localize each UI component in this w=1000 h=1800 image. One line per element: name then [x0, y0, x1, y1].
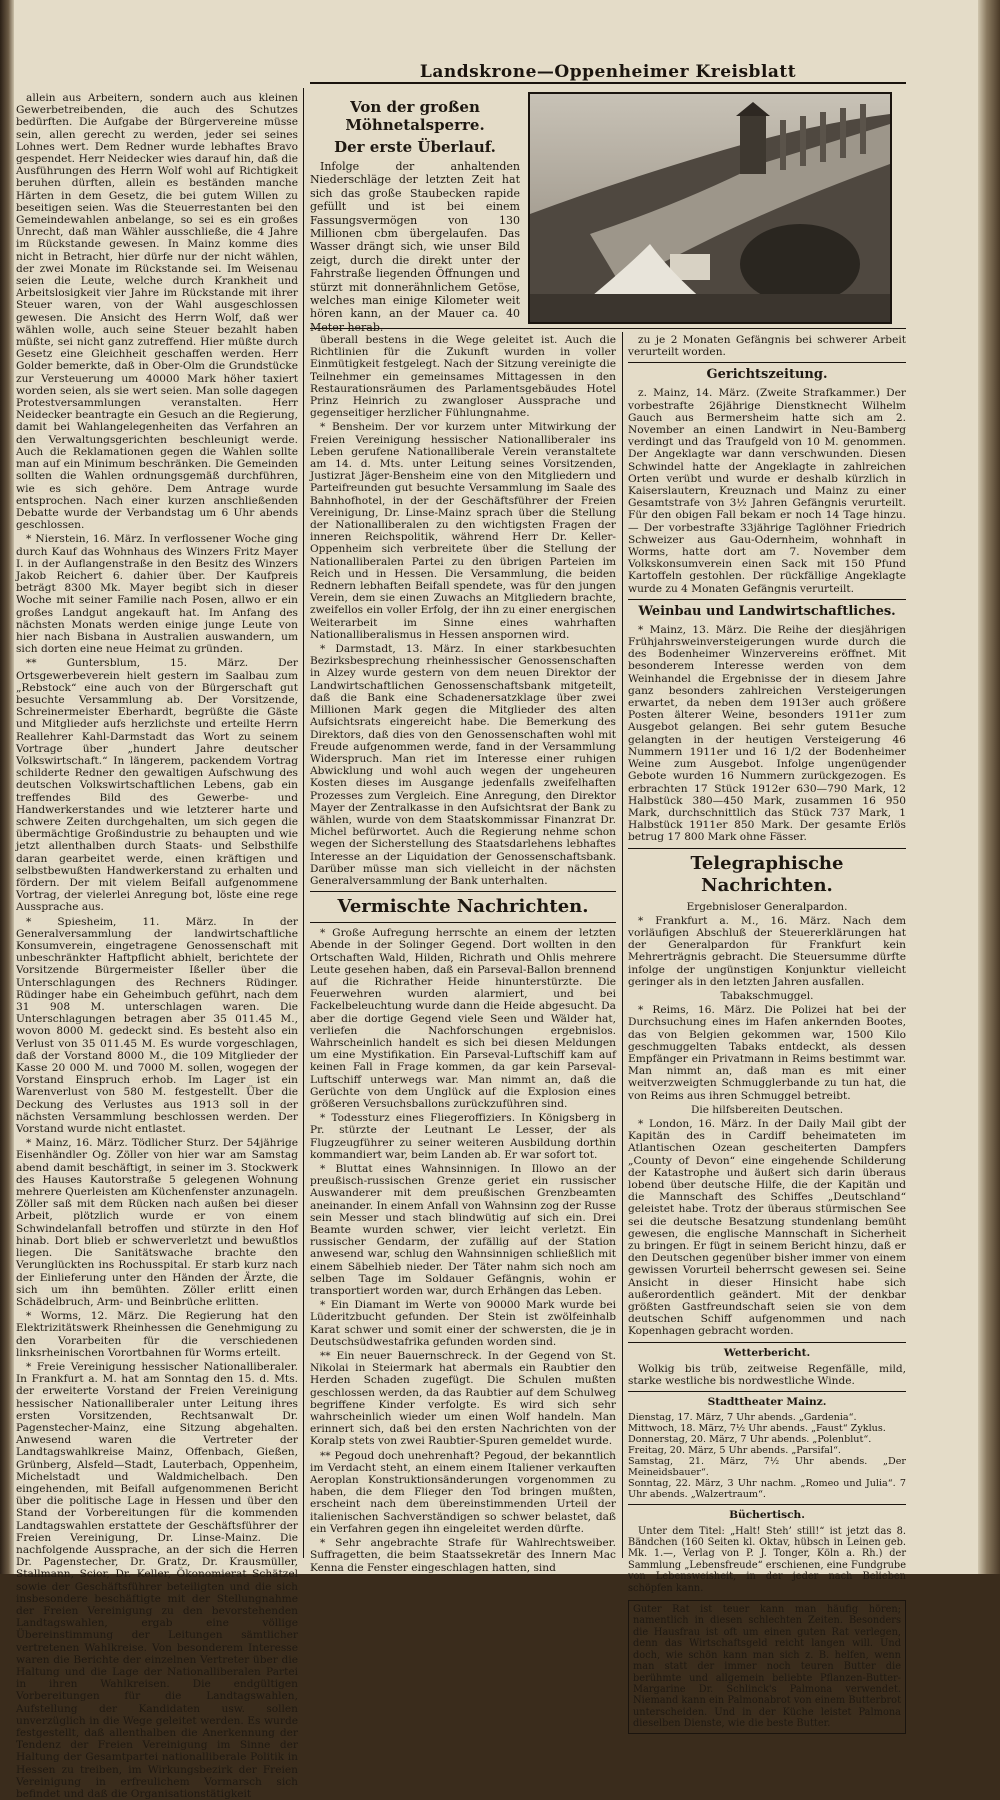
- telegraph-subheading: Ergebnisloser Generalpardon.: [686, 900, 848, 913]
- telegraph-heading: Telegraphische Nachrichten.: [690, 852, 844, 896]
- misc-item: ** Ein neuer Bauernschreck. In der Gegend von St. Nikolai in Steiermark hat abermals ein Raubtier den Herden Schaden zugefügt. Die Schulen mußten geschlossen werden, da das Raubtier auf dem Schulweg begriffene Kinder verfolgte. Es wird sich sehr wahrscheinlich wieder um einen Wolf handeln. Man erinnert sich, daß bei den ersten Nachrichten von der Koralp stets von zwei Raubtier-Spuren gemeldet wurde.: [310, 1350, 616, 1448]
- col1-paragraph: * Worms, 12. März. Die Regierung hat den Elektrizitätswerk Rheinhessen die Genehmigung zu den Vorarbeiten für die verschiedenen linksrheinischen Vorortbahnen für Worms erteilt.: [16, 1310, 298, 1359]
- books-text: Unter dem Titel: „Halt! Steh’ still!“ ist jetzt das 8. Bändchen (160 Seiten kl. Oktav, hübsch in Leinen geb. Mk. 1.—, Verlag von P. J. Tonger, Köln a. Rh.) der Sammlung „Lebensfreude“ erschienen, eine Fundgrube von Lebensweisheit, in der jeder nach Belieben schöpfen kann.: [628, 1525, 906, 1594]
- books-heading: Büchertisch.: [729, 1509, 805, 1522]
- misc-item: * Große Aufregung herrschte an einem der letzten Abende in der Solinger Gegend. Dort wollten in den Ortschaften Wald, Hilden, Richrath und Ohlis mehrere Leute gesehen haben, daß ein Parseval-Ballon brennend auf die Richrather Heide hinunterstürzte. Die Feuerwehren wurden alarmiert, und bei Fackelbeleuchtung wurde dann die Heide abgesucht. Da aber die dortige Gegend viele Seen und Wälder hat, verliefen die Nachforschungen ergebnislos. Wahrscheinlich handelt es sich bei diesen Meldungen um eine Mystifikation. Ein Parseval-Luftschiff kam auf keinen Fall in Frage kommen, da gar kein Parseval-Luftschiff unterwegs war. Man nimmt an, daß die Gerüchte von dem Unglück auf die Explosion eines größeren Versuchsballons zurückzuführen sind.: [310, 927, 616, 1110]
- column-3: [628, 334, 906, 1730]
- misc-heading: Vermischte Nachrichten.: [337, 896, 589, 918]
- divider: [628, 848, 906, 849]
- palmona-advertisement: Guter Rat ist teuer kann man häufig hören; namentlich in diesen schlechten Zeiten. Besonders die Hausfrau ist oft um einen guten Rat verlegen, denn das Wirtschaftsgeld reicht langen will. Und doch, wie schön kann man sich z. B. helfen, wenn man statt der immer noch teuren Butter die berühmte und allgemein beliebte Pflanzen-Butter-Margarine Dr. Schlinck's Palmona verwendet. Niemand kann ein Palmonabrot von einem Butterbrot unterscheiden. Und in der Küche leistet Palmona dieselben Dienste, wie die beste Butter.: [628, 1600, 906, 1733]
- col1-paragraph: * Nierstein, 16. März. In verflossener Woche ging durch Kauf das Wohnhaus des Winzers Fritz Mayer I. in der Auflangenstraße in den Besitz des Winzers Jakob Reichert 6. dahier über. Der Kaufpreis beträgt 8300 Mk. Mayer begibt sich in dieser Woche mit seiner Familie nach Posen, allwo er ein großes Landgut angekauft hat. Im Anfang des nächsten Monats werden einige junge Leute von hier nach Bisbana in Australien auswandern, um sich dorten eine neue Heimat zu gründen.: [16, 533, 298, 656]
- dam-illustration: [530, 94, 890, 322]
- telegraph-subheading: Die hilfsbereiten Deutschen.: [690, 1103, 844, 1116]
- theater-entry: Sonntag, 22. März, 3 Uhr nachm. „Romeo und Julia“. 7 Uhr abends. „Walzertraum“.: [628, 1478, 906, 1501]
- page-edge: [978, 0, 1000, 1574]
- col1-paragraph: * Mainz, 16. März. Tödlicher Sturz. Der 54jährige Eisenhändler Og. Zöller von hier war am Samstag abend damit beschäftigt, in seiner im 3. Stockwerk des Hauses Kautorstraße 5 gelegenen Wohnung mehrere Querleisten am Küchenfenster anzunageln. Zöller saß mit dem Rücken nach außen bei dieser Arbeit, plötzlich wurde er von einem Schwindelanfall betroffen und stürzte in den Hof hinab. Dort blieb er schwerverletzt und bewußtlos liegen. Die Sanitätswache brachte den Verunglückten ins Rochusspital. Er starb kurz nach der Einlieferung unter den Händen der Ärzte, die sich um ihn bemühten. Zöller erlitt einen Schädelbruch, Arm- und Beinbrüche erlitten.: [16, 1137, 299, 1308]
- column-2: [310, 334, 616, 1574]
- col2-paragraph: überall bestens in die Wege geleitet ist. Auch die Richtlinien für die Zukunft wurden in voller Einmütigkeit festgelegt. Nach der Sitzung vereinigte die Teilnehmer ein gemeinsames Mittagessen in den Restaurationsräumen des Parlamentsgebäudes Hotel Prinz Heinrich zu zwangloser Aussprache und gegenseitiger herzlicher Fühlungnahme.: [310, 334, 616, 420]
- divider: [628, 599, 906, 600]
- misc-item: * Bluttat eines Wahnsinnigen. In Illowo an der preußisch-russischen Grenze geriet ein russischer Auswanderer mit dem preußischen Grenzbeamten aneinander. In einem Anfall von Wahnsinn zog der Russe sein Messer und stach blindwütig auf sich ein. Drei Beamte wurden schwer, vier leicht verletzt. Ein russischer Gendarm, der zufällig auf der Station anwesend war, schlug den Wahnsinnigen schließlich mit einem Säbelhieb nieder. Der Täter nahm sich noch am selben Tage im Soldauer Gefängnis, wohin er transportiert worden war, durch Erhängen das Leben.: [310, 1163, 616, 1298]
- court-heading: Gerichtszeitung.: [706, 367, 828, 383]
- divider: [628, 1342, 906, 1343]
- misc-item: ** Pegoud doch unehrenhaft? Pegoud, der bekanntlich im Verdacht steht, an einem einem Italiener verkauften Aeroplan Konstruktionsänderungen vorgenommen zu haben, die dem Flieger den Tod bringen mußten, erscheint nach dem übereinstimmenden Urteil der italienischen Sachverständigen so schwer belastet, daß ein Verfahren gegen ihn eingeleitet werden dürfte.: [310, 1449, 616, 1535]
- dam-photo: [528, 92, 892, 324]
- wine-text: * Mainz, 13. März. Die Reihe der diesjährigen Frühjahrsweinversteigerungen wurde durch die des Bodenheimer Winzervereins eröffnet. Mit besonderem Interesse werden von dem Weinhandel die Ergebnisse der in diesem Jahre ganz besonders zahlreichen Versteigerungen erwartet, da neben dem 1913er auch größere Posten älterer Weine, besonders 1911er zum Ausgebot gelangen. Bei sehr gutem Besuche gelangten in der heutigen Versteigerung 46 Nummern 1911er und 16 1/2 der Bodenheimer Weine zum Ausgebot. Infolge ungenügender Gebote wurden 16 Nummern zurückgezogen. Es erbrachten 17 Stück 1912er 630—790 Mark, 12 Halbstück 380—450 Mark, zusammen 16 950 Mark, durchschnittlich das Stück 737 Mark, 1 Halbstück 1911er 850 Mark. Der gesamte Erlös betrug 17 800 Mark ohne Fässer.: [628, 623, 906, 844]
- misc-item: * Todessturz eines Fliegeroffiziers. In Königsberg in Pr. stürzte der Leutnant Le Lesser, der als Flugzeugführer zu seiner weiteren Ausbildung dorthin kommandiert war, beim Landen ab. Er war sofort tot.: [310, 1112, 616, 1161]
- col1-paragraph: * Spiesheim, 11. März. In der Generalversammlung der landwirtschaftliche Konsumverein, eingetragene Genossenschaft mit unbeschränkter Haftpflicht abhielt, berichtete der Vorsitzende Bürgermeister Ißeller über die Unterschlagungen des Rechners Rüdinger. Rüdinger habe ein Geheimbuch geführt, nach dem 31 908 M. unterschlagen waren. Die Unterschlagungen betragen aber 35 011.45 M., wovon 8000 M. gedeckt sind. Es besteht also ein Verlust von 35 011.45 M. Es wurde vorgeschlagen, daß der Vorstand 8000 M., die 109 Mitglieder der Kasse 20 000 M. und 7000 M. sollen, wogegen der Vorstand Einspruch erhob. Im Lager ist ein Warenverlust von 580 M. festgestellt. Über die Deckung des Verlustes aus 1913 soll in der nächsten Versammlung beschlossen werden. Der Vorstand wurde nicht entlastet.: [16, 915, 298, 1136]
- misc-item: * Sehr angebrachte Strafe für Wahlrechtsweiber. Suffragetten, die beim Staatssekretär des Innern Mac Kenna die Fenster eingeschlagen hatten, sind: [310, 1537, 616, 1574]
- wine-heading: Weinbau und Landwirtschaftliches.: [638, 603, 896, 619]
- divider: [310, 922, 616, 923]
- telegraph-item: * Frankfurt a. M., 16. März. Nach dem vorläufigen Abschluß der Steuererklärungen hat der Generalpardon für Frankfurt kein Mehrerträgnis gebracht. Die Steuersumme dürfte infolge der ungünstigen Konjunktur vielleicht geringer als in den letzten Jahren ausfallen.: [628, 914, 906, 988]
- col1-paragraph: allein aus Arbeitern, sondern auch aus kleinen Gewerbetreibenden, die auch des Schutzes bedürften. Die Aufgabe der Bürgervereine müsse sein, allen gerecht zu werden, jeder sei seines Lohnes wert. Dem Redner wurde lebhaftes Bravo gespendet. Herr Neidecker wies darauf hin, daß die Ausführungen des Herrn Wolf wohl auf Richtigkeit beruhen dürften, allein es beständen manche Härten in dem Gesetz, die bei gutem Willen zu beseitigen seien. Was die Steuerrestanten bei den Gemeindewahlen anbelange, so sei es ein großes Unrecht, daß man Wähler ausschließe, die 4 Jahre im Rückstande gewesen. In Mainz komme dies nicht in Betracht, hier dürfe nur der nicht wählen, der zwei Monate im Rückstande sei. Im Weisenau seien die Leute, welche durch Krankheit und Arbeitslosigkeit vier Jahre im Rückstande mit ihrer Steuer waren, von der Wahl ausgeschlossen gewesen. Die Ansicht des Herrn Wolf, daß wer wählen wolle, auch seine Steuer bezahlt haben müßte, sei nicht ganz zutreffend. Hier müßte durch Gesetz eine Gleichheit geschaffen werden. Herr Golder bemerkte, daß in Ober-Olm die Grundstücke zur Versteuerung um 40000 Mark höher taxiert worden seien, als sie wert seien. Man solle dagegen Protestversammlungen veranstalten. Herr Neidecker beantragte ein Gesuch an die Regierung, damit bei Wahlangelegenheiten das Verfahren an den Verwaltungsgerichten beschleunigt werde. Auch die Reklamationen gegen die Wahlen sollte man auf ein Minimum beschränken. Die Gemeinden sollten die Wahlen ordnungsgemäß durchführen, wie es sich gehöre. Dem Antrage wurde entsprochen. Nach einer kurzen anschließenden Debatte wurde der Verbandstag um 6 Uhr abends geschlossen.: [16, 92, 298, 532]
- court-text: z. Mainz, 14. März. (Zweite Strafkammer.) Der vorbestrafte 26jährige Dienstknecht Wilhelm Gauch aus Bermersheim hatte sich am 2. November an einen Landwirt in Neu-Bamberg verdingt und das Traufgeld von 10 M. genommen. Der Angeklagte war dann verschwunden. Diesen Schwindel hatte der Angeklagte in zahlreichen Orten verübt und wurde er deshalb kürzlich in Kaiserslautern, Kreuznach und Mainz zu einer Gesamtstrafe von 3½ Jahren Gefängnis verurteilt. Für den obigen Fall bekam er noch 14 Tage hinzu. — Der vorbestrafte 33jährige Taglöhner Friedrich Schweizer aus Gau-Odernheim, wohnhaft in Worms, hatte dort am 7. November dem Volkskonsumverein einen Sack mit 150 Pfund Kartoffeln gestohlen. Der rückfällige Angeklagte wurde zu 4 Monaten Gefängnis verurteilt.: [628, 387, 906, 595]
- column-rule-2: [622, 332, 623, 1558]
- book-binding: [0, 0, 14, 1574]
- theater-heading: Stadttheater Mainz.: [707, 1396, 827, 1409]
- telegraph-item: * Reims, 16. März. Die Polizei hat bei der Durchsuchung eines im Hafen ankernden Bootes, das von Belgien gekommen war, 1500 Kilo geschmuggelten Tabaks entdeckt, als dessen Empfänger ein Privatmann in Reims bestimmt war. Man nimmt an, daß man es mit einer weitverzweigten Schmugglerbande zu tun hat, die von Reims aus ihren Schmuggel betreibt.: [628, 1004, 906, 1102]
- divider: [628, 362, 906, 363]
- theater-entry: Mittwoch, 18. März, 7½ Uhr abends. „Faust“ Zyklus.: [628, 1423, 886, 1435]
- column-1: [16, 92, 299, 1800]
- col2-paragraph: * Darmstadt, 13. März. In einer starkbesuchten Bezirksbesprechung rheinhessischer Genossenschaften in Alzey wurde gestern von dem neuen Direktor der Landwirtschaftlichen Genossenschaftsbank mitgeteilt, daß die Bank eine Schadenersatzklage über zwei Millionen Mark gegen die Mitglieder des alten Aufsichtsrats eingereicht habe. Die Bemerkung des Direktors, daß dies von den Genossenschaften wohl mit Freude aufgenommen werde, fand in der Versammlung Widerspruch. Man riet im Interesse einer ruhigen Abwicklung und wohl auch wegen der ungeheuren Kosten dieses im Ausgange jedenfalls zweifelhaften Prozesses zum Vergleich. Eine Anregung, den Direktor Mayer der Zentralkasse in den Aufsichtsrat der Bank zu wählen, wurde von dem Staatskommissar Finanzrat Dr. Michel befürwortet. Auch die Regierung nehme schon wegen der Sicherstellung des Staatsdarlehens lebhaftes Interesse an der Liquidation der Genossenschaftsbank. Darüber müsse man sich vielleicht in der nächsten Generalversammlung der Bank unterhalten.: [310, 643, 616, 887]
- col3-carry: zu je 2 Monaten Gefängnis bei schwerer Arbeit verurteilt worden.: [628, 334, 906, 359]
- col1-paragraph: ** Guntersblum, 15. März. Der Ortsgewerbeverein hielt gestern im Saalbau zum „Rebstock“ eine auch von der Bürgerschaft gut besuchte Versammlung ab. Der Vorsitzende, Schreinermeister Eberhardt, begrüßte die Gäste und Mitglieder aufs herzlichste und erteilte Herrn Reallehrer Kahl-Darmstadt das Wort zu seinem Vortrage über „hundert Jahre deutscher Volkswirtschaft.“ In längerem, packendem Vortrag schilderte Redner den gewaltigen Aufschwung des deutschen Volkswirtschaftlichen Lebens, gab ein treffendes Bild des Gewerbe- und Handwerkerstandes und wie letzterer harte und schwere Zeiten durchgehalten, um sich gegen die übermächtige Großindustrie zu behaupten und wie jetzt allenthalben durch Staats- und Selbsthilfe daran gearbeitet werde, einen kräftigen und selbstbewußten Handwerkerstand zu erhalten und fördern. Der mit vielem Beifall aufgenommene Vortrag, der vielerlei Anregung bot, löste eine rege Aussprache aus.: [16, 657, 298, 914]
- masthead-rule: [310, 82, 906, 84]
- misc-item: * Ein Diamant im Werte von 90000 Mark wurde bei Lüderitzbucht gefunden. Der Stein ist zwölfeinhalb Karat schwer und somit einer der schwersten, die je in Deutschsüdwestafrika gefunden worden sind.: [310, 1299, 616, 1348]
- moehne-text: Infolge der anhaltenden Niederschläge der letzten Zeit hat sich das große Staubecken rapide gefüllt und ist bei einem Fassungsvermögen von 130 Millionen cbm übergelaufen. Das Wasser drängt sich, wie unser Bild zeigt, durch die direkt unter der Fahrstraße liegenden Öffnungen und stürzt mit donnerähnlichem Getöse, welches man einige Kilometer weit hören kann, an der Mauer ca. 40 Meter herab.: [310, 160, 520, 334]
- divider: [310, 891, 616, 892]
- theater-entry: Dienstag, 17. März, 7 Uhr abends. „Gardenia“.: [628, 1412, 857, 1424]
- moehne-title: Von der großen Möhnetalsperre.: [345, 98, 485, 134]
- theater-entry: Freitag, 20. März, 5 Uhr abends. „Parsifal“.: [628, 1445, 841, 1457]
- masthead: Landskrone—Oppenheimer Kreisblatt: [419, 62, 797, 82]
- divider: [628, 1504, 906, 1505]
- telegraph-subheading: Tabakschmuggel.: [720, 989, 814, 1002]
- theater-entry: Samstag, 21. März, 7½ Uhr abends. „Der Meineidsbauer“.: [628, 1456, 906, 1479]
- weather-heading: Wetterbericht.: [723, 1346, 811, 1359]
- col1-paragraph: * Freie Vereinigung hessischer Nationalliberaler. In Frankfurt a. M. hat am Sonntag den 15. d. Mts. der erweiterte Vorstand der Freien Vereinigung hessischer Nationalliberaler unter Leitung ihres ersten Vorsitzenden, Rechtsanwalt Dr. Pagenstecher-Mainz, eine Sitzung abgehalten. Anwesend waren die Vertreter der Landtagswahlkreise Mainz, Offenbach, Gießen, Grünberg, Alsfeld—Stadt, Lauterbach, Oppenheim, Michelstadt und Waldmichelbach. Den eingehenden, mit Beifall aufgenommenen Bericht über die politische Lage in Hessen und über den Stand der Vorbereitungen für die kommenden Landtagswahlen erstattete der Geschäftsführer der Freien Vereinigung, Dr. Linse-Mainz. Die nachfolgende Aussprache, an der sich die Herren Dr. Pagenstecher, Dr. Gratz, Dr. Krausmüller, Stallmann, Scior, Dr. Keller, Ökonomierat Schätzel sowie der Geschäftsführer beteiligten und die sich insbesondere beschäftigte mit der Stellungnahme der Freien Vereinigung zu den bevorstehenden Landtagswahlen, ergab eine völlige Übereinstimmung der Leitungen sämtlicher vertretenen Wahlkreise. Von besonderem Interesse waren die Berichte der einzelnen Vertreter über die Haltung und die Lage der Nationalliberalen Partei in ihren Wahlkreisen. Die endgültigen Vorbereitungen für die Landtagswahlen, Aufstellung der Kandidaten usw. sollen unverzüglich in die Wege geleitet werden. Es wurde festgestellt, daß allenthalben die Anerkennung der Tendenz der Freien Vereinigung im Sinne der Haltung der Gesamtpartei nationalliberale Politik in Hessen zu treiben, im Wirkungsbezirk der Freien Vereinigung in erfreulichem Vormarsch sich befindet und daß die Organisationstätigkeit: [16, 1360, 298, 1800]
- theater-schedule: [628, 1412, 906, 1500]
- telegraph-item: * London, 16. März. In der Daily Mail gibt der Kapitän des in Cardiff beheimateten im Atlantischen Ozean gescheiterten Dampfers „County of Devon“ eine eingehende Schilderung der Katastrophe und äußert sich darin überaus lobend über deutsche Hilfe, die der Kapitän und die Mannschaft des Schiffes „Deutschland“ geleistet habe. Trotz der überaus stürmischen See sei die deutsche Besatzung stundenlang bemüht gewesen, die englische Mannschaft in Sicherheit zu bringen. Er fügt in seinem Bericht hinzu, daß er den Deutschen gegenüber bisher immer von einem gewissen Vorurteil beherrscht gewesen sei. Seine Ansicht in dieser Hinsicht habe sich außerordentlich geändert. Mit der denkbar größten Gastfreundschaft seien sie von dem deutschen Schiff aufgenommen und nach Kopenhagen gebracht worden.: [628, 1117, 906, 1338]
- moehne-subtitle: Der erste Überlauf.: [334, 138, 496, 156]
- divider: [628, 1391, 906, 1392]
- moehne-article: [310, 96, 520, 334]
- col2-paragraph: * Bensheim. Der vor kurzem unter Mitwirkung der Freien Vereinigung hessischer Nationalliberaler ins Leben gerufene Nationalliberale Verein veranstaltete am 14. d. Mts. unter Leitung seines Vorsitzenden, Justizrat Jäger-Bensheim eine von den Mitgliedern und Parteifreunden gut besuchte Versammlung im Saale des Bahnhofhotel, in der der Geschäftsführer der Freien Vereinigung, Dr. Linse-Mainz sprach über die Stellung der Nationalliberalen zu den wichtigsten Fragen der inneren Reichspolitik, während Herr Dr. Keller-Oppenheim sich verbreitete über die Stellung der Nationalliberalen Partei zu den übrigen Parteien im Reich und in Hessen. Die Versammlung, die beiden Rednern lebhaften Beifall spendete, was für den jungen Verein, dem sie einen Zuwachs an Mitgliedern brachte, zweifellos ein voller Erfolg, der ihn zu einer energischen Weiterarbeit im Sinne eines wahrhaften Nationalliberalismus in Hessen anspornen wird.: [310, 421, 616, 641]
- weather-text: Wolkig bis trüb, zeitweise Regenfälle, mild, starke westliche bis nordwestliche Winde.: [628, 1362, 906, 1388]
- theater-entry: Donnerstag, 20. März, 7 Uhr abends. „Polenblut“.: [628, 1434, 872, 1446]
- column-rule-1: [303, 88, 304, 1558]
